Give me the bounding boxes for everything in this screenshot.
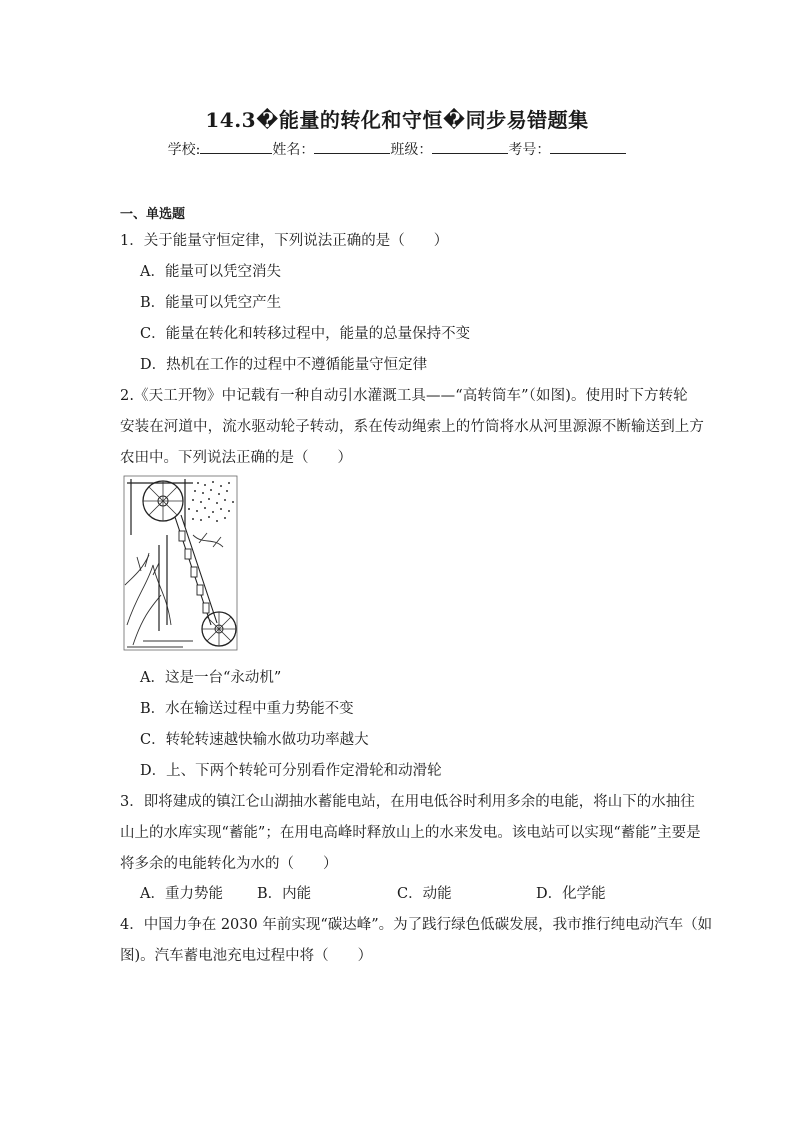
class-blank[interactable] bbox=[432, 139, 508, 154]
q3-stem-line-3: 将多余的电能转化为水的（ ） bbox=[120, 856, 338, 872]
q2-stem-line-3: 农田中。下列说法正确的是（ ） bbox=[120, 450, 352, 466]
q3-option-c: C．动能 bbox=[397, 886, 452, 902]
exam-label: 考号： bbox=[508, 142, 551, 158]
exam-blank[interactable] bbox=[550, 139, 626, 154]
q1-stem: 1．关于能量守恒定律，下列说法正确的是（ ） bbox=[120, 233, 449, 249]
q3-option-a: A．重力势能 bbox=[140, 886, 223, 902]
q2-option-d: D．上、下两个转轮可分别看作定滑轮和动滑轮 bbox=[140, 763, 442, 779]
q3-stem-line-1: 3．即将建成的镇江仑山湖抽水蓄能电站，在用电低谷时利用多余的电能，将山下的水抽往 bbox=[120, 794, 695, 810]
q1-option-b: B．能量可以凭空产生 bbox=[140, 295, 282, 311]
q2-stem-line-2: 安装在河道中，流水驱动轮子转动，系在传动绳索上的竹筒将水从河里源源不断输送到上方 bbox=[120, 419, 704, 435]
q2-option-c: C．转轮转速越快输水做功功率越大 bbox=[140, 732, 369, 748]
school-label: 学校: bbox=[167, 142, 201, 158]
q4-stem-line-2: 图)。汽车蓄电池充电过程中将（ ） bbox=[120, 948, 373, 964]
q1-option-d: D．热机在工作的过程中不遵循能量守恒定律 bbox=[140, 357, 428, 373]
page-title: 14.3�能量的转化和守恒�同步易错题集 bbox=[205, 108, 589, 132]
name-blank[interactable] bbox=[314, 139, 390, 154]
q3-option-d: D．化学能 bbox=[536, 886, 606, 902]
class-label: 班级： bbox=[390, 142, 433, 158]
q3-option-b: B．内能 bbox=[257, 886, 312, 902]
q4-stem-line-1: 4．中国力争在 2030 年前实现“碳达峰”。为了践行绿色低碳发展，我市推行纯电动汽车（如 bbox=[120, 917, 713, 933]
q3-stem-line-2: 山上的水库实现“蓄能”；在用电高峰时释放山上的水来发电。该电站可以实现“蓄能”主要是 bbox=[120, 825, 701, 841]
q2-option-a: A．这是一台“永动机” bbox=[140, 670, 282, 686]
name-label: 姓名： bbox=[272, 142, 315, 158]
student-info-line bbox=[0, 139, 794, 159]
q2-stem-line-1: 2.《天工开物》中记载有一种自动引水灌溉工具——“高转筒车”（如图)。使用时下方转轮 bbox=[120, 388, 688, 404]
school-blank[interactable] bbox=[200, 139, 272, 154]
water-wheel-illustration bbox=[123, 475, 238, 651]
section-heading: 一、单选题 bbox=[120, 207, 186, 222]
q1-option-c: C．能量在转化和转移过程中，能量的总量保持不变 bbox=[140, 326, 471, 342]
q2-option-b: B．水在输送过程中重力势能不变 bbox=[140, 701, 354, 717]
q1-option-a: A．能量可以凭空消失 bbox=[140, 264, 281, 280]
